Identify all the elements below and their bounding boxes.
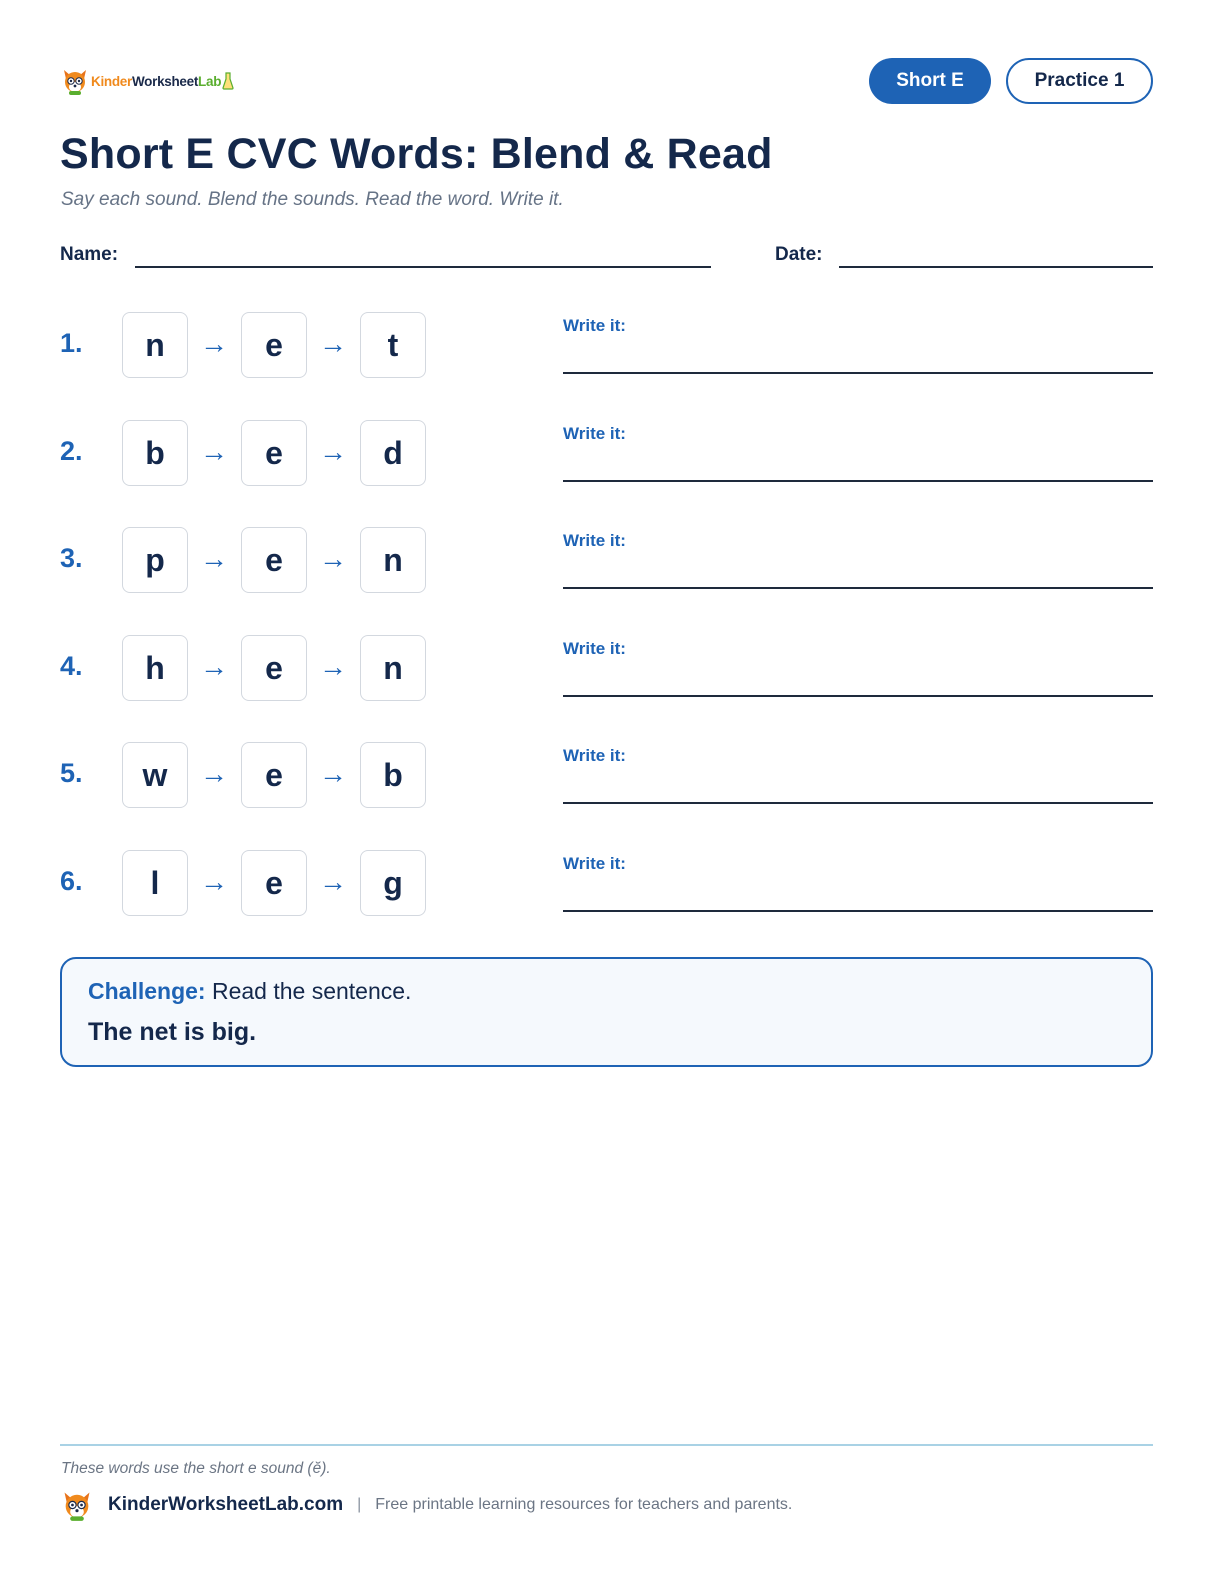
header <box>60 58 1153 106</box>
practice-badge: Practice 1 <box>1006 58 1153 104</box>
blend-row <box>60 312 1153 380</box>
arrow-right-icon: → <box>319 543 347 574</box>
challenge-instruction-text: Read the sentence. <box>205 978 412 1004</box>
challenge-sentence: The net is big. <box>88 1018 257 1046</box>
letter-tile: n <box>360 527 426 593</box>
badge-group <box>869 58 1153 104</box>
challenge-label: Challenge: <box>88 978 206 1004</box>
item-number: 1. <box>60 328 83 358</box>
challenge-instruction <box>88 978 411 1005</box>
arrow-right-icon: → <box>200 758 228 789</box>
letter-tile: e <box>241 742 307 808</box>
page-title: Short E CVC Words: Blend & Read <box>60 130 773 178</box>
letter-tile: b <box>360 742 426 808</box>
brand-logo <box>60 64 234 98</box>
letter-tile: n <box>122 312 188 378</box>
name-field[interactable] <box>135 266 711 268</box>
flask-icon <box>222 72 234 90</box>
write-it-label: Write it: <box>563 854 626 873</box>
item-number: 5. <box>60 758 83 788</box>
item-number: 3. <box>60 543 83 573</box>
write-it-field[interactable] <box>563 587 1153 589</box>
logo-text: KinderWorksheetLab <box>91 73 222 89</box>
blend-row <box>60 742 1153 810</box>
arrow-right-icon: → <box>200 328 228 359</box>
fox-mascot-icon <box>60 66 90 96</box>
page-subtitle: Say each sound. Blend the sounds. Read the word. Write it. <box>61 189 564 210</box>
footer-brand <box>60 1488 792 1522</box>
arrow-right-icon: → <box>319 436 347 467</box>
write-it-label: Write it: <box>563 639 626 658</box>
arrow-right-icon: → <box>319 328 347 359</box>
challenge-box <box>60 957 1153 1067</box>
arrow-right-icon: → <box>200 436 228 467</box>
letter-tile: e <box>241 850 307 916</box>
name-label: Name: <box>60 244 119 265</box>
write-it-label: Write it: <box>563 531 626 550</box>
write-it-label: Write it: <box>563 424 626 443</box>
write-it-label: Write it: <box>563 316 626 335</box>
letter-tile: t <box>360 312 426 378</box>
blend-row <box>60 527 1153 595</box>
blend-row <box>60 850 1153 918</box>
letter-tile: e <box>241 527 307 593</box>
arrow-right-icon: → <box>200 543 228 574</box>
write-it-label: Write it: <box>563 746 626 765</box>
write-it-field[interactable] <box>563 910 1153 912</box>
write-it-field[interactable] <box>563 802 1153 804</box>
letter-tile: d <box>360 420 426 486</box>
footer-divider <box>60 1444 1153 1446</box>
letter-tile: e <box>241 312 307 378</box>
write-it-field[interactable] <box>563 372 1153 374</box>
write-it-field[interactable] <box>563 695 1153 697</box>
blend-row <box>60 635 1153 703</box>
date-field[interactable] <box>839 266 1153 268</box>
letter-tile: g <box>360 850 426 916</box>
worksheet-page <box>60 0 1153 1584</box>
arrow-right-icon: → <box>200 651 228 682</box>
blend-row <box>60 420 1153 488</box>
name-date-row <box>60 244 1153 270</box>
date-label: Date: <box>775 244 823 265</box>
arrow-right-icon: → <box>319 866 347 897</box>
footer-separator: | <box>357 1496 362 1513</box>
letter-tile: b <box>122 420 188 486</box>
letter-tile: w <box>122 742 188 808</box>
letter-tile: n <box>360 635 426 701</box>
letter-tile: e <box>241 420 307 486</box>
letter-tile: h <box>122 635 188 701</box>
footer-site-link[interactable]: KinderWorksheetLab.com <box>108 1494 344 1515</box>
arrow-right-icon: → <box>319 651 347 682</box>
write-it-field[interactable] <box>563 480 1153 482</box>
arrow-right-icon: → <box>319 758 347 789</box>
topic-badge: Short E <box>869 58 991 104</box>
arrow-right-icon: → <box>200 866 228 897</box>
letter-tile: p <box>122 527 188 593</box>
item-number: 2. <box>60 436 83 466</box>
item-number: 4. <box>60 651 83 681</box>
letter-tile: e <box>241 635 307 701</box>
letter-tile: l <box>122 850 188 916</box>
item-number: 6. <box>60 866 83 896</box>
footer-note: These words use the short e sound (ĕ). <box>61 1460 331 1477</box>
fox-mascot-icon <box>60 1488 94 1522</box>
footer-tagline: Free printable learning resources for teachers and parents. <box>375 1496 793 1513</box>
